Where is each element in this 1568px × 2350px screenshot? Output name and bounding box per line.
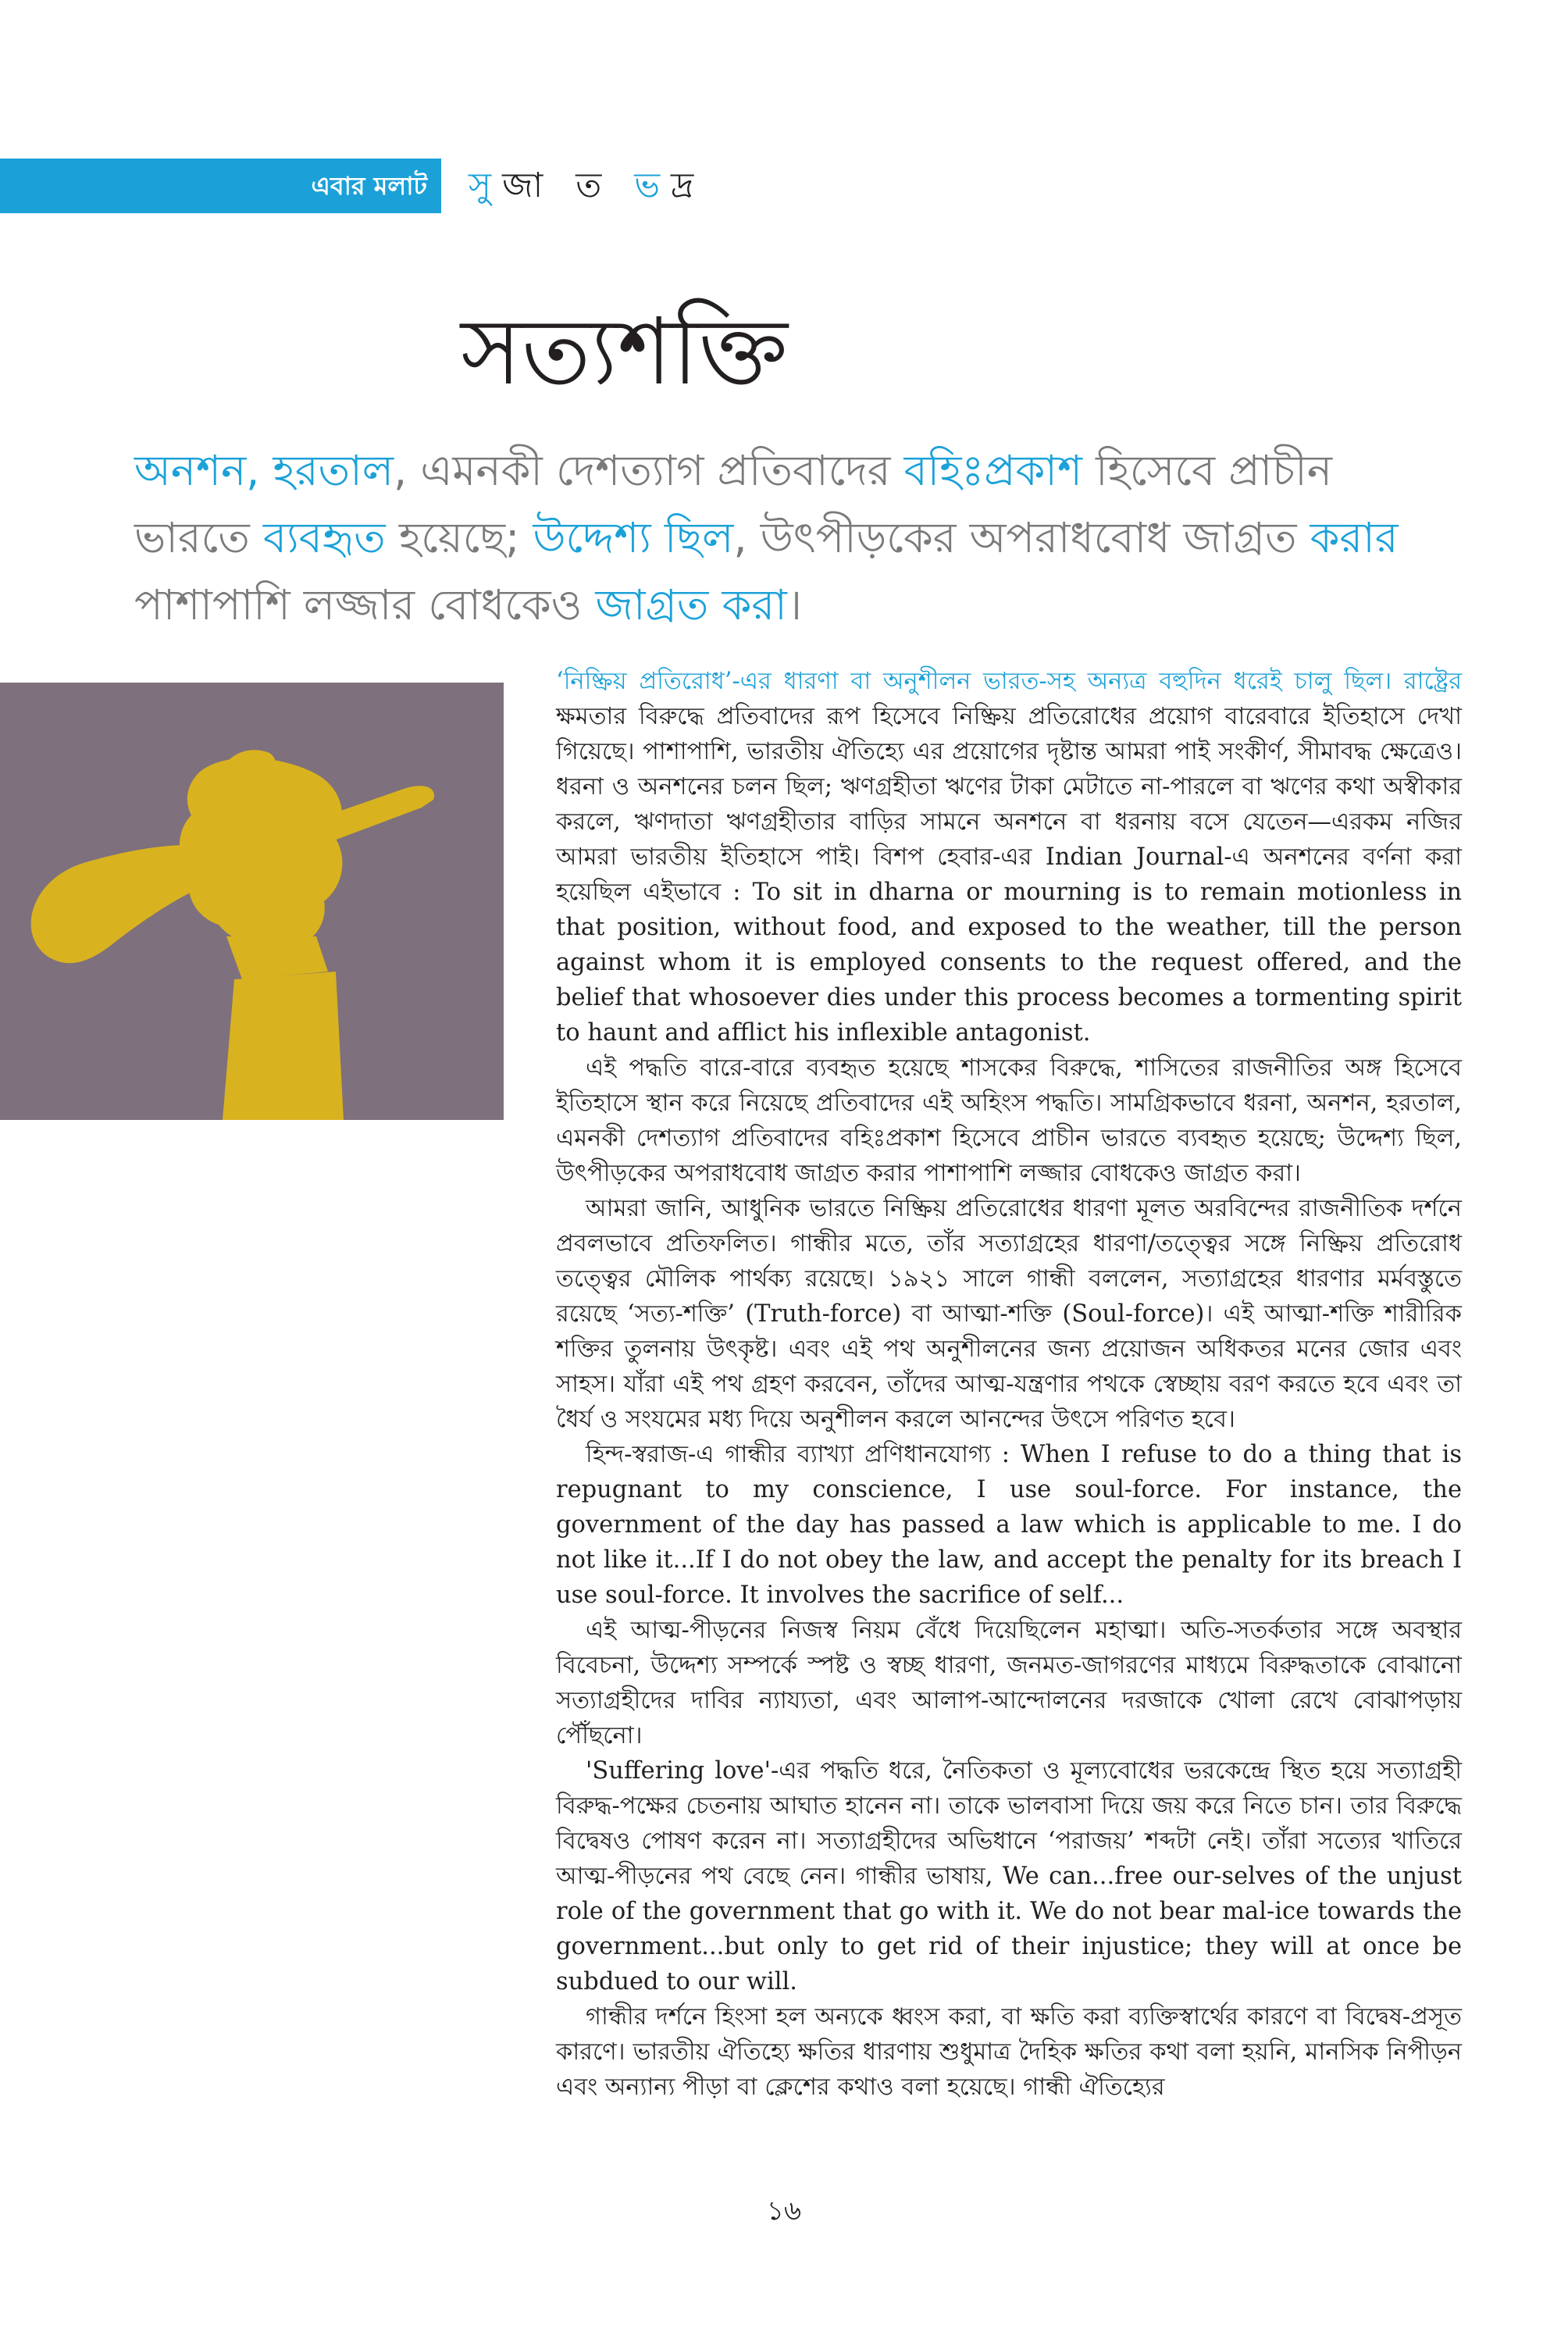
body-paragraph [556, 664, 1462, 1050]
hand-holding-spoon-icon [0, 683, 504, 1120]
body-paragraph: আমরা জানি, আধুনিক ভারতে নিষ্ক্রিয় প্রতিরোধের ধারণা মূলত অরবিন্দের রাজনীতিক দর্শনে প্রবলভাবে প্রতিফলিত। গান্ধীর মতে, তাঁর সত্যাগ্রহের ধারণা/তত্ত্বের সঙ্গে নিষ্ক্রিয় প্রতিরোধ তত্ত্বের মৌলিক পার্থক্য রয়েছে। ১৯২১ সালে গান্ধী বললেন, সত্যাগ্রহের ধারণার মর্মবস্তুতে রয়েছে ‘সত্য-শক্তি’ (Truth-force) বা আত্মা-শক্তি (Soul-force)। এই আত্মা-শক্তি শারীরিক শক্তির তুলনায় উৎকৃষ্ট। এবং এই পথ অনুশীলনের জন্য প্রয়োজন অধিকতর মনের জোর এবং সাহস। যাঁরা এই পথ গ্রহণ করবেন, তাঁদের আত্ম-যন্ত্রণার পথকে স্বেচ্ছায় বরণ করতে হবে এবং তা ধৈর্য ও সংযমের মধ্য দিয়ে অনুশীলন করলে আনন্দের উৎসে পরিণত হবে। [556, 1195, 1462, 1433]
lead-paragraph-rest: ক্ষমতার বিরুদ্ধে প্রতিবাদের রূপ হিসেবে নিষ্ক্রিয় প্রতিরোধের প্রয়োগ বারেবারে ইতিহাসে দেখা গিয়েছে। পাশাপাশি, ভারতীয় ঐতিহ্যে এর প্রয়োগের দৃষ্টান্ত আমরা পাই সংকীর্ণ, সীমাবদ্ধ ক্ষেত্রেও। ধরনা ও অনশনের চলন ছিল; ঋণগ্রহীতা ঋণের টাকা মেটাতে না-পারলে বা ঋণের কথা অস্বীকার করলে, ঋণদাতা ঋণগ্রহীতার বাড়ির সামনে অনশনে বা ধরনায় বসে যেতেন—এরকম নজির আমরা ভারতীয় ইতিহাসে পাই। বিশপ হেবার-এর Indian Journal-এ অনশনের বর্ণনা করা হয়েছিল এইভাবে : To sit in dharna or mourning is to remain motionless in that position, without food, and exposed to the weather, till the person against whom it is employed consents to the request offered, and the belief that whosoever dies under this process becomes a tormenting spirit to haunt and afflict his inflexible antagonist. [556, 703, 1462, 1047]
deck-segment: , উৎপীড়কের অপরাধবোধ জাগ্রত [733, 513, 1310, 562]
article-body [556, 664, 1462, 2105]
body-paragraph: গান্ধীর দর্শনে হিংসা হল অন্যকে ধ্বংস করা, বা ক্ষতি করা ব্যক্তিস্বার্থের কারণে বা বিদ্বেষ-প্রসূত কারণে। ভারতীয় ঐতিহ্যে ক্ষতির ধারণায় শুধুমাত্র দৈহিক ক্ষতির কথা বলা হয়নি, মানসিক নিপীড়ন এবং অন্যান্য পীড়া বা ক্লেশের কথাও বলা হয়েছে। গান্ধী ঐতিহ্যের [556, 2003, 1462, 2101]
deck-segment: ব্যবহৃত [262, 513, 386, 562]
deck-segment: জাগ্রত করা [595, 580, 787, 629]
deck-segment: পাশাপাশি লজ্জার বোধকেও [134, 580, 596, 629]
deck-segment: হয়েছে; [385, 513, 533, 562]
deck-segment: অনশন, হরতাল [134, 446, 394, 495]
author-first-rest: জা ত [502, 166, 613, 205]
article-deck [134, 437, 1446, 639]
author-byline [469, 159, 704, 213]
deck-segment: উদ্দেশ্য ছিল [533, 513, 734, 562]
section-label: এবার মলাট [0, 159, 441, 213]
deck-segment: হিসেবে প্রাচীন ভারতে [134, 446, 1332, 562]
author-first-syllable: সু [469, 166, 503, 205]
body-paragraph: এই আত্ম-পীড়নের নিজস্ব নিয়ম বেঁধে দিয়েছিলেন মহাত্মা। অতি-সতর্কতার সঙ্গে অবস্থার বিবেচনা, উদ্দেশ্য সম্পর্কে স্পষ্ট ও স্বচ্ছ ধারণা, জনমত-জাগরণের মাধ্যমে বিরুদ্ধতাকে বোঝানো সত্যাগ্রহীদের দাবির ন্যায্যতা, এবং আলাপ-আন্দোলনের দরজাকে খোলা রেখে বোঝাপড়ায় পৌঁছনো। [556, 1617, 1462, 1749]
lead-sentence: ‘নিষ্ক্রিয় প্রতিরোধ’-এর ধারণা বা অনুশীলন ভারত-সহ অন্যত্র বহুদিন ধরেই চালু ছিল। রাষ্ট্রের [556, 668, 1462, 695]
deck-segment: , এমনকী দেশত্যাগ প্রতিবাদের [394, 446, 904, 495]
article-title: সত্যশক্তি [461, 298, 788, 405]
body-paragraph: 'Suffering love'-এর পদ্ধতি ধরে, নৈতিকতা ও মূল্যবোধের ভরকেন্দ্রে স্থিত হয়ে সত্যাগ্রহী বিরুদ্ধ-পক্ষের চেতনায় আঘাত হানেন না। তাকে ভালবাসা দিয়ে জয় করে নিতে চান। তার বিরুদ্ধে বিদ্বেষও পোষণ করেন না। সত্যাগ্রহীদের অভিধানে ‘পরাজয়’ শব্দটা নেই। তাঁরা সত্যের খাতিরে আত্ম-পীড়নের পথ বেছে নেন। গান্ধীর ভাষায়, We can...free our-selves of the unjust role of the government that go with it. We do not bear mal-ice towards the government...but only to get rid of their injustice; they will at once be subdued to our will. [556, 1757, 1462, 1995]
body-paragraph: এই পদ্ধতি বারে-বারে ব্যবহৃত হয়েছে শাসকের বিরুদ্ধে, শাসিতের রাজনীতির অঙ্গ হিসেবে ইতিহাসে স্থান করে নিয়েছে প্রতিবাদের এই অহিংস পদ্ধতি। সামগ্রিকভাবে ধরনা, অনশন, হরতাল, এমনকী দেশত্যাগ প্রতিবাদের বহিঃপ্রকাশ হিসেবে প্রাচীন ভারতে ব্যবহৃত হয়েছে; উদ্দেশ্য ছিল, উৎপীড়কের অপরাধবোধ জাগ্রত করার পাশাপাশি লজ্জার বোধকেও জাগ্রত করা। [556, 1054, 1462, 1187]
deck-segment: বহিঃপ্রকাশ [903, 446, 1082, 495]
author-last-rest: দ্র [671, 166, 705, 205]
deck-segment: । [786, 580, 803, 629]
deck-segment: করার [1310, 513, 1399, 562]
body-paragraph: হিন্দ-স্বরাজ-এ গান্ধীর ব্যাখ্যা প্রণিধানযোগ্য : When I refuse to do a thing that is repugnant to my conscience, I use soul-force. For instance, the government of the day has passed a law which is applicable to me. I do not like it...If I do not obey the law, and accept the penalty for its breach I use soul-force. It involves the sacrifice of self... [556, 1441, 1462, 1609]
page-number: ১৬ [766, 2195, 802, 2227]
author-last-syllable: ভ [634, 166, 672, 205]
